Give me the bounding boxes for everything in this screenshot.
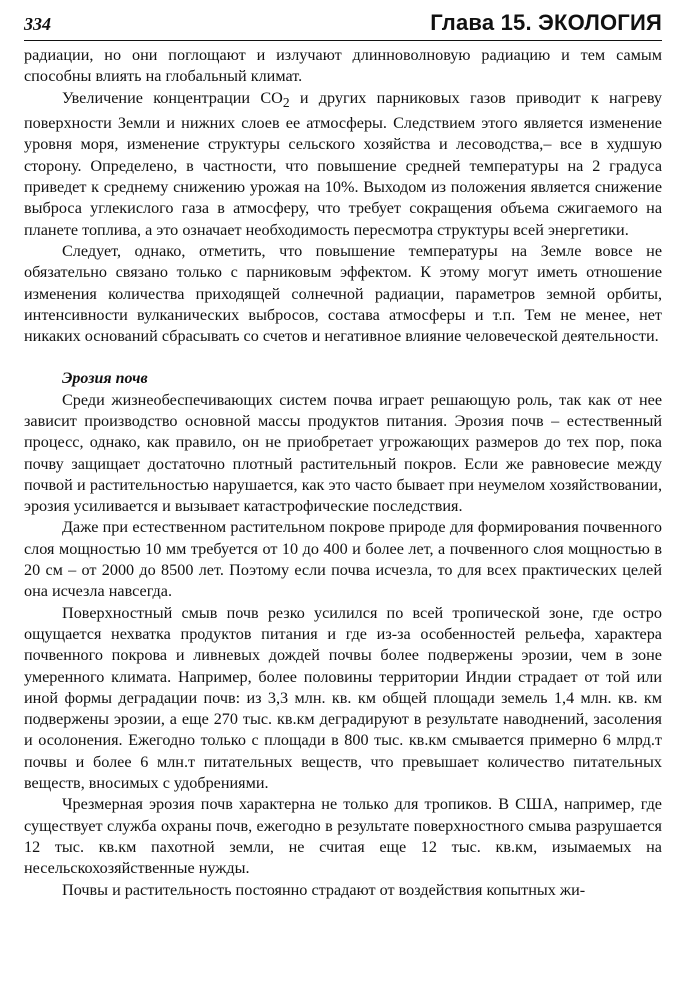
paragraph-text: и других парниковых газов приводит к нагреву поверхности Земли и нижних слоев ее атмосферы. Следствием этого является изменение уровня моря, изменение структуры сельского хозяйства и лесоводства,– все в худшую сторону. Определено, в частности, что повышение средней температуры на 2 градуса приведет к среднему снижению урожая на 10%. Выходом из положения является снижение выброса углекислого газа в атмосферу, что требует сокращения объема сжигаемого на планете топлива, а это означает необходимость пересмотра структуры всей энергетики. [24,88,662,239]
section-heading: Эрозия почв [62,370,148,388]
paragraph-hoofed-animals: Почвы и растительность постоянно страдают от воздействия копытных жи- [62,880,586,899]
subscript-2: 2 [282,94,290,110]
paragraph-tropical-erosion: Поверхностный смыв почв резко усилился по всей тропической зоне, где остро ощущается нехватка продуктов питания и где из-за особенностей рельефа, характера почвенного покрова и ливневых дождей почвы более подвержены эрозии, чем в зоне умеренного климата. Например, более половины территории Индии страдает от той или иной формы деградации почв: из 3,3 млн. кв. км общей площади земель 1,4 млн. кв. км подвержены эрозии, а еще 270 тыс. кв.км деградируют в результате наводнений, засоления и осолонения. Ежегодно только с площади в 800 тыс. кв.км смывается примерно 6 млрд.т почвы и более 6 млн.т питательных веществ, что превышает количество питательных веществ, вносимых с удобрениями. [24,603,662,793]
body-text [24,45,662,901]
paragraph-text: Увеличение концентрации CO [62,88,283,107]
paragraph-co2-concentration [24,88,662,241]
book-page [24,10,662,901]
paragraph-soil-formation: Даже при естественном растительном покрове природе для формирования почвенного слоя мощностью 10 мм требуется от 10 до 400 и более лет, а почвенного слоя мощностью в 20 см – от 2000 до 8500 лет. Поэтому если почва исчезла, то для всех практических целей она исчезла навсегда. [24,518,662,601]
paragraph-usa-erosion: Чрезмерная эрозия почв характерна не только для тропиков. В США, например, где существует служба охраны почв, ежегодно в результате поверхностного смыва разрушается 12 тыс. кв.км пахотной земли, не считая еще 12 тыс. кв.км, изымаемых на несельскохозяйственные нужды. [24,795,662,878]
running-header [24,10,662,41]
page-number: 334 [24,14,51,34]
chapter-title: Глава 15. ЭКОЛОГИЯ [430,10,662,35]
paragraph-soil-role: Среди жизнеобеспечивающих систем почва играет решающую роль, так как от нее зависит производство основной массы продуктов питания. Эрозия почв – естественный процесс, однако, как правило, он не приобретает угрожающих размеров до тех пор, пока почву защищает достаточно плотный растительный покров. Если же равновесие между почвой и растительностью нарушается, как это часто бывает при неумелом хозяйствовании, эрозия усиливается и вызывает катастрофические последствия. [24,390,662,516]
paragraph-temperature: Следует, однако, отметить, что повышение температуры на Земле вовсе не обязательно связано только с парниковым эффектом. К этому могут иметь отношение изменения количества приходящей солнечной радиации, параметров земной орбиты, интенсивности вулканических выбросов, состава атмосферы и т.п. Тем не менее, нет никаких оснований сбрасывать со счетов и негативное влияние человеческой деятельности. [24,241,662,346]
paragraph-continued: радиации, но они поглощают и излучают длинноволновую радиацию и тем самым способны влиять на глобальный климат. [24,46,662,86]
